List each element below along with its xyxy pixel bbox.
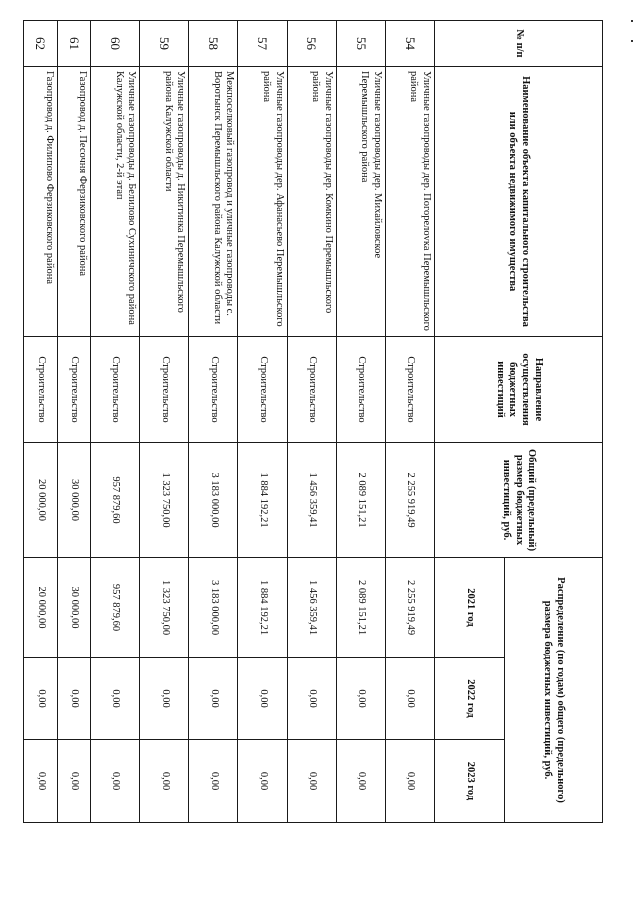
- amount-2021: 1 456 359,41: [287, 558, 336, 658]
- amount-2022: 0,00: [140, 658, 189, 740]
- object-name: Газопровод д. Песочня Ферзиковского района: [57, 67, 91, 337]
- investment-direction: Строительство: [140, 337, 189, 443]
- row-number: 59: [140, 21, 189, 67]
- amount-2023: 0,00: [140, 740, 189, 823]
- row-number: 55: [336, 21, 385, 67]
- row-number: 61: [57, 21, 91, 67]
- amount-2023: 0,00: [189, 740, 238, 823]
- object-name: Уличные газопроводы дер. Афанасьево Перемышльского района: [238, 67, 287, 337]
- total-amount: 3 183 000,00: [189, 443, 238, 558]
- amount-2021: 20 000,00: [24, 558, 58, 658]
- investment-direction: Строительство: [287, 337, 336, 443]
- total-amount: 1 456 359,41: [287, 443, 336, 558]
- amount-2022: 0,00: [91, 658, 140, 740]
- amount-2021: 2 255 919,49: [385, 558, 434, 658]
- table-row: [189, 21, 238, 823]
- object-name: Межпоселковый газопровод и уличные газопроводы с. Воротынск Перемышльского района Калужской области: [189, 67, 238, 337]
- rotated-page: [23, 20, 603, 822]
- table-row: [385, 21, 434, 823]
- object-name: Уличные газопроводы д. Никитинка Перемышльского района Калужской области: [140, 67, 189, 337]
- row-number: 54: [385, 21, 434, 67]
- total-amount: 20 000,00: [24, 443, 58, 558]
- scan-mark-top: [631, 20, 633, 22]
- table-row: [287, 21, 336, 823]
- investment-direction: Строительство: [336, 337, 385, 443]
- amount-2023: 0,00: [91, 740, 140, 823]
- amount-2021: 1 323 750,00: [140, 558, 189, 658]
- total-amount: 2 255 919,49: [385, 443, 434, 558]
- amount-2023: 0,00: [336, 740, 385, 823]
- object-name: Уличные газопроводы дер. Погорелovка Перемышльского района: [385, 67, 434, 337]
- row-number: 60: [91, 21, 140, 67]
- header-distribution: Распределение (по годам) общего (предельного) размера бюджетных инвестиций, руб.: [505, 558, 603, 823]
- row-number: 58: [189, 21, 238, 67]
- table-row: [238, 21, 287, 823]
- investment-table: [23, 20, 603, 823]
- table-row: [91, 21, 140, 823]
- header-year-2021: 2021 год: [435, 558, 505, 658]
- investment-direction: Строительство: [385, 337, 434, 443]
- amount-2022: 0,00: [189, 658, 238, 740]
- total-amount: 1 323 750,00: [140, 443, 189, 558]
- row-number: 62: [24, 21, 58, 67]
- scan-mark-bottom: [631, 40, 633, 42]
- object-name: Уличные газопроводы д. Белилово Сухиничского района Калужской области, 2-й этап: [91, 67, 140, 337]
- investment-direction: Строительство: [24, 337, 58, 443]
- row-number: 56: [287, 21, 336, 67]
- header-num: № п/п: [435, 21, 603, 67]
- total-amount: 30 000,00: [57, 443, 91, 558]
- table-body: [24, 21, 435, 823]
- amount-2022: 0,00: [287, 658, 336, 740]
- investment-direction: Строительство: [91, 337, 140, 443]
- investment-direction: Строительство: [57, 337, 91, 443]
- amount-2022: 0,00: [24, 658, 58, 740]
- table-row: [140, 21, 189, 823]
- amount-2023: 0,00: [57, 740, 91, 823]
- amount-2021: 1 884 192,21: [238, 558, 287, 658]
- table-row: [57, 21, 91, 823]
- table-row: [336, 21, 385, 823]
- amount-2023: 0,00: [238, 740, 287, 823]
- amount-2022: 0,00: [336, 658, 385, 740]
- header-year-2023: 2023 год: [435, 740, 505, 823]
- total-amount: 957 879,60: [91, 443, 140, 558]
- header-total: Общий (предельный) размер бюджетных инвестиций, руб.: [435, 443, 603, 558]
- table-row: [24, 21, 58, 823]
- object-name: Уличные газопроводы дер. Михайловское Перемышльского района: [336, 67, 385, 337]
- header-direction: Направление осуществления бюджетных инвестиций: [435, 337, 603, 443]
- total-amount: 2 089 151,21: [336, 443, 385, 558]
- amount-2022: 0,00: [57, 658, 91, 740]
- amount-2021: 2 089 151,21: [336, 558, 385, 658]
- investment-direction: Строительство: [238, 337, 287, 443]
- amount-2022: 0,00: [238, 658, 287, 740]
- header-row-1: [505, 21, 603, 823]
- total-amount: 1 884 192,21: [238, 443, 287, 558]
- amount-2023: 0,00: [385, 740, 434, 823]
- object-name: Газопровод д. Филипово Ферзиковского района: [24, 67, 58, 337]
- amount-2021: 957 879,60: [91, 558, 140, 658]
- amount-2022: 0,00: [385, 658, 434, 740]
- object-name: Уличные газопроводы дер. Комкино Перемышльского района: [287, 67, 336, 337]
- amount-2021: 30 000,00: [57, 558, 91, 658]
- amount-2023: 0,00: [287, 740, 336, 823]
- amount-2021: 3 183 000,00: [189, 558, 238, 658]
- amount-2023: 0,00: [24, 740, 58, 823]
- row-number: 57: [238, 21, 287, 67]
- header-year-2022: 2022 год: [435, 658, 505, 740]
- investment-direction: Строительство: [189, 337, 238, 443]
- header-name: Наименование объекта капитального строительства или объекта недвижимого имущества: [435, 67, 603, 337]
